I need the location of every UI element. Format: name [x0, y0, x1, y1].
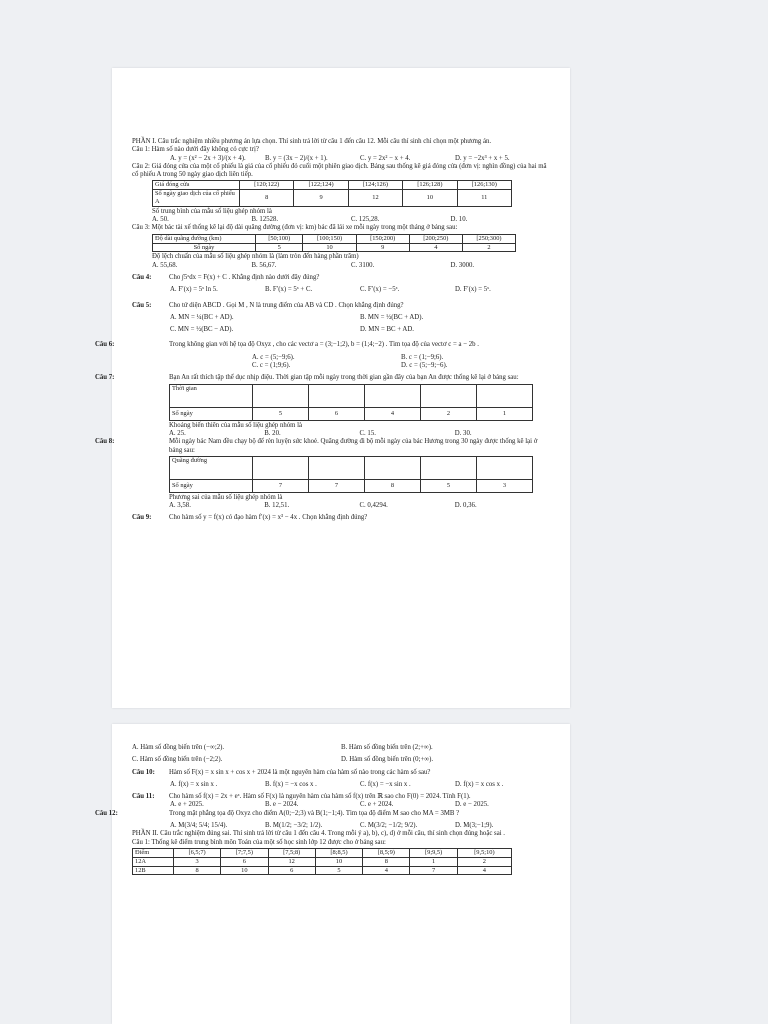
question-text: Trong mặt phẳng tọa độ Oxyz cho điểm A(0;−2;3) và B(1;−1;4). Tìm tọa độ điểm M sao cho MA = 3MB ?: [169, 809, 460, 817]
table-cell: [126;130): [457, 181, 511, 190]
table-cell: [365, 384, 421, 407]
question-2-stem: Câu 2: Giá đóng cửa của một cổ phiếu là giá của cổ phiếu đó cuối một phiên giao dịch. Bảng sau thống kê giá đóng cửa (đơn vị: nghìn đồng) của hai mã cổ phiếu A trong 50 ngày giao dịch liên tiếp.: [132, 162, 547, 179]
question-3-stem: Câu 3: Một bác tài xế thống kê lại độ dài quãng đường (đơn vị: km) bác đã lái xe mỗi ngày trong một tháng ở bảng sau:: [132, 224, 458, 232]
question-5-options-row1: [132, 314, 550, 322]
table-cell: [150;200): [356, 234, 409, 243]
option-c: C. 125,28.: [351, 216, 380, 224]
option-d: D. f(x) = x cos x .: [455, 780, 504, 788]
question-label: Câu 7:: [95, 374, 115, 382]
option-c: C. e + 2024.: [360, 801, 394, 809]
option-b: B. e − 2024.: [265, 801, 299, 809]
table-cell: 9: [294, 190, 348, 207]
table-cell: 7: [253, 479, 309, 492]
question-text: Mỗi ngày bác Nam đều chạy bộ để rèn luyện sức khoẻ. Quãng đường đi bộ mỗi ngày của bác Hương trong 30 ngày được thống kê lại ở bảng sau:: [169, 438, 538, 454]
table-cell: 8: [240, 190, 294, 207]
option-d: D. F′(x) = 5ˣ.: [455, 286, 491, 294]
question-2-prompt: Số trung bình của mẫu số liệu ghép nhóm là: [152, 207, 272, 215]
option-d: D. M(3;−1;9).: [455, 822, 494, 830]
question-label: Câu 4:: [132, 273, 152, 281]
option-d: D. e − 2025.: [455, 801, 489, 809]
table-cell: [120;122): [240, 181, 294, 190]
table-header: [7,5;8): [268, 848, 315, 857]
table-cell: [126;128): [403, 181, 457, 190]
table-header: [7;7,5): [221, 848, 268, 857]
part2-heading: PHẦN II. Câu trắc nghiệm đúng sai. Thí sinh trả lời từ câu 1 đến câu 4. Trong mỗi ý a), b), c), d) ở mỗi câu, thí sinh chọn đúng hoặc sai .: [132, 830, 505, 838]
part2-question-1-stem: Câu 1: Thống kê điểm trung bình môn Toán của một số học sinh lớp 12 được cho ở bảng sau:: [132, 838, 386, 846]
option-c: C. 3100.: [351, 261, 375, 269]
table-cell: 7: [309, 479, 365, 492]
table-cell: 7: [410, 866, 457, 875]
question-label: Câu 12:: [95, 809, 118, 817]
question-11-stem: [132, 793, 550, 801]
question-8-options: [132, 502, 550, 510]
option-c: C. f(x) = −x sin x .: [360, 780, 411, 788]
question-label: Câu 8:: [95, 438, 115, 446]
table-cell: [124;126): [348, 181, 402, 190]
table-cell: [253, 384, 309, 407]
table-header: [9,5;10): [457, 848, 511, 857]
option-a: A. 55,68.: [152, 261, 178, 269]
table-cell: 2: [457, 857, 511, 866]
question-3-prompt: Độ lệch chuẩn của mẫu số liệu ghép nhóm là (làm tròn đến hàng phần trăm): [152, 253, 359, 261]
table-header: Điểm: [133, 848, 174, 857]
table-cell: [309, 384, 365, 407]
table-cell: [250;300): [462, 234, 515, 243]
option-d: D. 0,36.: [454, 502, 477, 510]
option-b: B. 56,67.: [251, 261, 277, 269]
option-d: D. Hàm số đồng biến trên (0;+∞).: [341, 756, 434, 764]
question-8-table: [169, 456, 533, 493]
question-label: Câu 6:: [95, 341, 115, 349]
option-a: A. 3,58.: [169, 502, 191, 510]
question-9-options-row2: [132, 756, 550, 764]
table-cell: 12A: [133, 857, 174, 866]
option-c: C. MN = ½(BC − AD).: [170, 326, 234, 334]
question-text: Cho tứ diện ABCD . Gọi M , N là trung điểm của AB và CD . Chọn khẳng định đúng?: [169, 301, 404, 309]
question-label: Câu 10:: [132, 768, 155, 776]
table-header: Số ngày: [170, 479, 253, 492]
option-a: A. 50.: [152, 216, 169, 224]
document-page-1: [95, 68, 570, 708]
option-a: A. F′(x) = 5ˣ ln 5.: [170, 286, 218, 294]
option-a: A. Hàm số đồng biến trên (−∞;2).: [132, 744, 225, 751]
question-3-table: [152, 234, 516, 253]
table-cell: 3: [477, 479, 533, 492]
option-b: B. Hàm số đồng biến trên (2;+∞).: [341, 744, 433, 751]
question-label: Câu 11:: [132, 793, 155, 801]
table-header: Thời gian: [170, 384, 253, 407]
table-cell: [477, 384, 533, 407]
table-cell: 11: [457, 190, 511, 207]
question-9-stem: [132, 514, 550, 522]
question-10-options: [132, 781, 550, 789]
table-cell: 6: [268, 866, 315, 875]
table-cell: 4: [457, 866, 511, 875]
question-9-options-row1: [132, 744, 550, 752]
question-5-stem: [132, 302, 550, 310]
option-d: D. MN = BC + AD.: [360, 326, 414, 334]
table-cell: 1: [410, 857, 457, 866]
table-header: [9;9,5): [410, 848, 457, 857]
table-cell: 5: [315, 866, 362, 875]
table-cell: [477, 456, 533, 479]
option-d: D. 3000.: [450, 261, 475, 269]
option-b: B. 20.: [264, 429, 281, 437]
table-cell: 8: [173, 866, 220, 875]
table-cell: 12: [348, 190, 402, 207]
table-cell: 12B: [133, 866, 174, 875]
table-header: Độ dài quãng đường (km): [153, 234, 256, 243]
question-2-table: [152, 180, 512, 206]
table-cell: 10: [221, 866, 268, 875]
question-text: Trong không gian với hệ tọa độ Oxyz , cho các vectơ a = (3;−1;2), b = (1;4;−2) . Tìm tọa độ của vectơ c = a − 2b .: [169, 341, 479, 349]
question-10-stem: [132, 769, 550, 777]
table-row: [133, 857, 512, 866]
table-cell: [122;124): [294, 181, 348, 190]
question-1-stem: Câu 1: Hàm số nào dưới đây không có cực trị?: [132, 146, 259, 154]
table-cell: 10: [315, 857, 362, 866]
option-a: A. e + 2025.: [170, 801, 204, 809]
table-cell: [421, 456, 477, 479]
option-d: D. y = −2x³ + x + 5.: [455, 154, 510, 162]
question-7-stem: [95, 374, 550, 382]
table-cell: [100;150): [303, 234, 356, 243]
table-cell: [200;250): [409, 234, 462, 243]
table-cell: 10: [303, 243, 356, 252]
document-page-2: [95, 724, 570, 1024]
table-cell: [421, 384, 477, 407]
option-c: C. M(3/2; −1/2; 9/2).: [360, 822, 418, 830]
option-b: B. MN = ½(BC + AD).: [360, 313, 424, 321]
question-text: Hàm số F(x) = x sin x + cos x + 2024 là một nguyên hàm của hàm số nào trong các hàm số sau?: [169, 768, 431, 776]
option-b: B. 12,51.: [264, 502, 290, 510]
question-text: Bạn An rất thích tập thể dục nhịp điệu. Thời gian tập mỗi ngày trong thời gian gần đây của bạn An được thống kê lại ở bảng sau:: [169, 374, 519, 382]
table-header: [8,5;9): [363, 848, 410, 857]
table-header: Số ngày: [153, 243, 256, 252]
question-label: Câu 5:: [132, 301, 152, 309]
question-5-options-row2: [132, 326, 550, 334]
option-a: A. M(3/4; 5/4; 15/4).: [170, 822, 228, 830]
question-4-options: [132, 286, 550, 294]
question-3-options: [132, 262, 550, 270]
table-cell: 5: [253, 407, 309, 420]
part1-heading: PHẦN I. Câu trắc nghiệm nhiều phương án lựa chọn. Thí sinh trả lời từ câu 1 đến câu 12. Mỗi câu thí sinh chỉ chọn một phương án.: [132, 138, 492, 145]
table-header: Số ngày giao dịch của cổ phiếu A: [153, 190, 240, 207]
table-cell: 5: [421, 479, 477, 492]
question-6-options-row1: [132, 354, 550, 362]
option-c: C. F′(x) = −5ˣ.: [360, 286, 400, 294]
option-d: D. 10.: [450, 216, 468, 224]
table-header: Quãng đường: [170, 456, 253, 479]
table-header: Số ngày: [170, 407, 253, 420]
option-d: D. c = (5;−9;−6).: [401, 362, 448, 370]
table-cell: 4: [409, 243, 462, 252]
option-c: C. Hàm số đồng biến trên (−2;2).: [132, 756, 223, 764]
option-c: C. 0,4294.: [359, 502, 388, 510]
table-cell: 10: [403, 190, 457, 207]
option-a: A. c = (5;−9;6).: [252, 353, 295, 361]
option-a: A. y = (x² − 2x + 3)/(x + 4).: [170, 154, 246, 162]
option-c: C. c = (1;9;6).: [252, 362, 291, 370]
table-cell: 12: [268, 857, 315, 866]
table-cell: 6: [221, 857, 268, 866]
table-cell: 9: [356, 243, 409, 252]
question-label: Câu 9:: [132, 514, 152, 522]
question-8-prompt: Phương sai của mẫu số liệu ghép nhóm là: [169, 493, 283, 501]
option-b: B. M(1/2; −3/2; 1/2).: [265, 822, 323, 830]
table-header: [6,5;7): [173, 848, 220, 857]
table-cell: 3: [173, 857, 220, 866]
table-cell: [365, 456, 421, 479]
option-b: B. F′(x) = 5ˣ + C.: [265, 286, 313, 294]
table-cell: 4: [363, 866, 410, 875]
table-cell: 2: [421, 407, 477, 420]
question-6-stem: [95, 341, 550, 349]
question-4-stem: [132, 274, 550, 282]
question-1-options: [132, 155, 550, 163]
option-b: B. c = (1;−9;6).: [401, 353, 444, 361]
table-cell: 8: [363, 857, 410, 866]
part2-question-1-table: [132, 848, 512, 875]
question-text: Cho hàm số y = f(x) có đạo hàm f′(x) = x³ − 4x . Chọn khẳng định đúng?: [169, 514, 368, 522]
table-cell: 4: [365, 407, 421, 420]
table-cell: 1: [477, 407, 533, 420]
table-cell: 8: [365, 479, 421, 492]
question-12-stem: [95, 809, 550, 818]
question-text: Cho hàm số f(x) = 2x + eˣ. Hàm số F(x) là nguyên hàm của hàm số f(x) trên ℝ sao cho F(0) = 2024. Tính F(1).: [169, 793, 471, 801]
option-a: A. f(x) = x sin x .: [170, 780, 218, 788]
question-7-table: [169, 384, 533, 421]
option-c: C. y = 2x² − x + 4.: [360, 154, 411, 162]
table-cell: 6: [309, 407, 365, 420]
table-cell: [253, 456, 309, 479]
table-row: [133, 866, 512, 875]
table-header: Giá đóng cửa: [153, 181, 240, 190]
option-b: B. y = (3x − 2)/(x + 1).: [265, 154, 328, 162]
question-8-stem: [95, 438, 550, 455]
table-header: [8;8,5): [315, 848, 362, 857]
table-cell: [50;100): [256, 234, 303, 243]
option-d: D. 30.: [454, 429, 472, 437]
question-7-options: [132, 430, 550, 438]
table-cell: [309, 456, 365, 479]
question-6-options-row2: [132, 362, 550, 370]
table-cell: 2: [462, 243, 515, 252]
question-7-prompt: Khoảng biến thiên của mẫu số liệu ghép nhóm là: [169, 421, 303, 429]
question-11-options: [132, 801, 550, 809]
option-b: B. f(x) = −x cos x .: [265, 780, 317, 788]
option-b: B. 12528.: [251, 216, 279, 224]
option-a: A. 25.: [169, 429, 186, 437]
question-2-options: [132, 216, 550, 224]
table-cell: 5: [256, 243, 303, 252]
question-text: Cho ∫5ˣdx = F(x) + C . Khẳng định nào dưới đây đúng?: [169, 273, 320, 281]
option-c: C. 15.: [359, 429, 376, 437]
option-a: A. MN = ¼(BC + AD).: [170, 313, 234, 321]
